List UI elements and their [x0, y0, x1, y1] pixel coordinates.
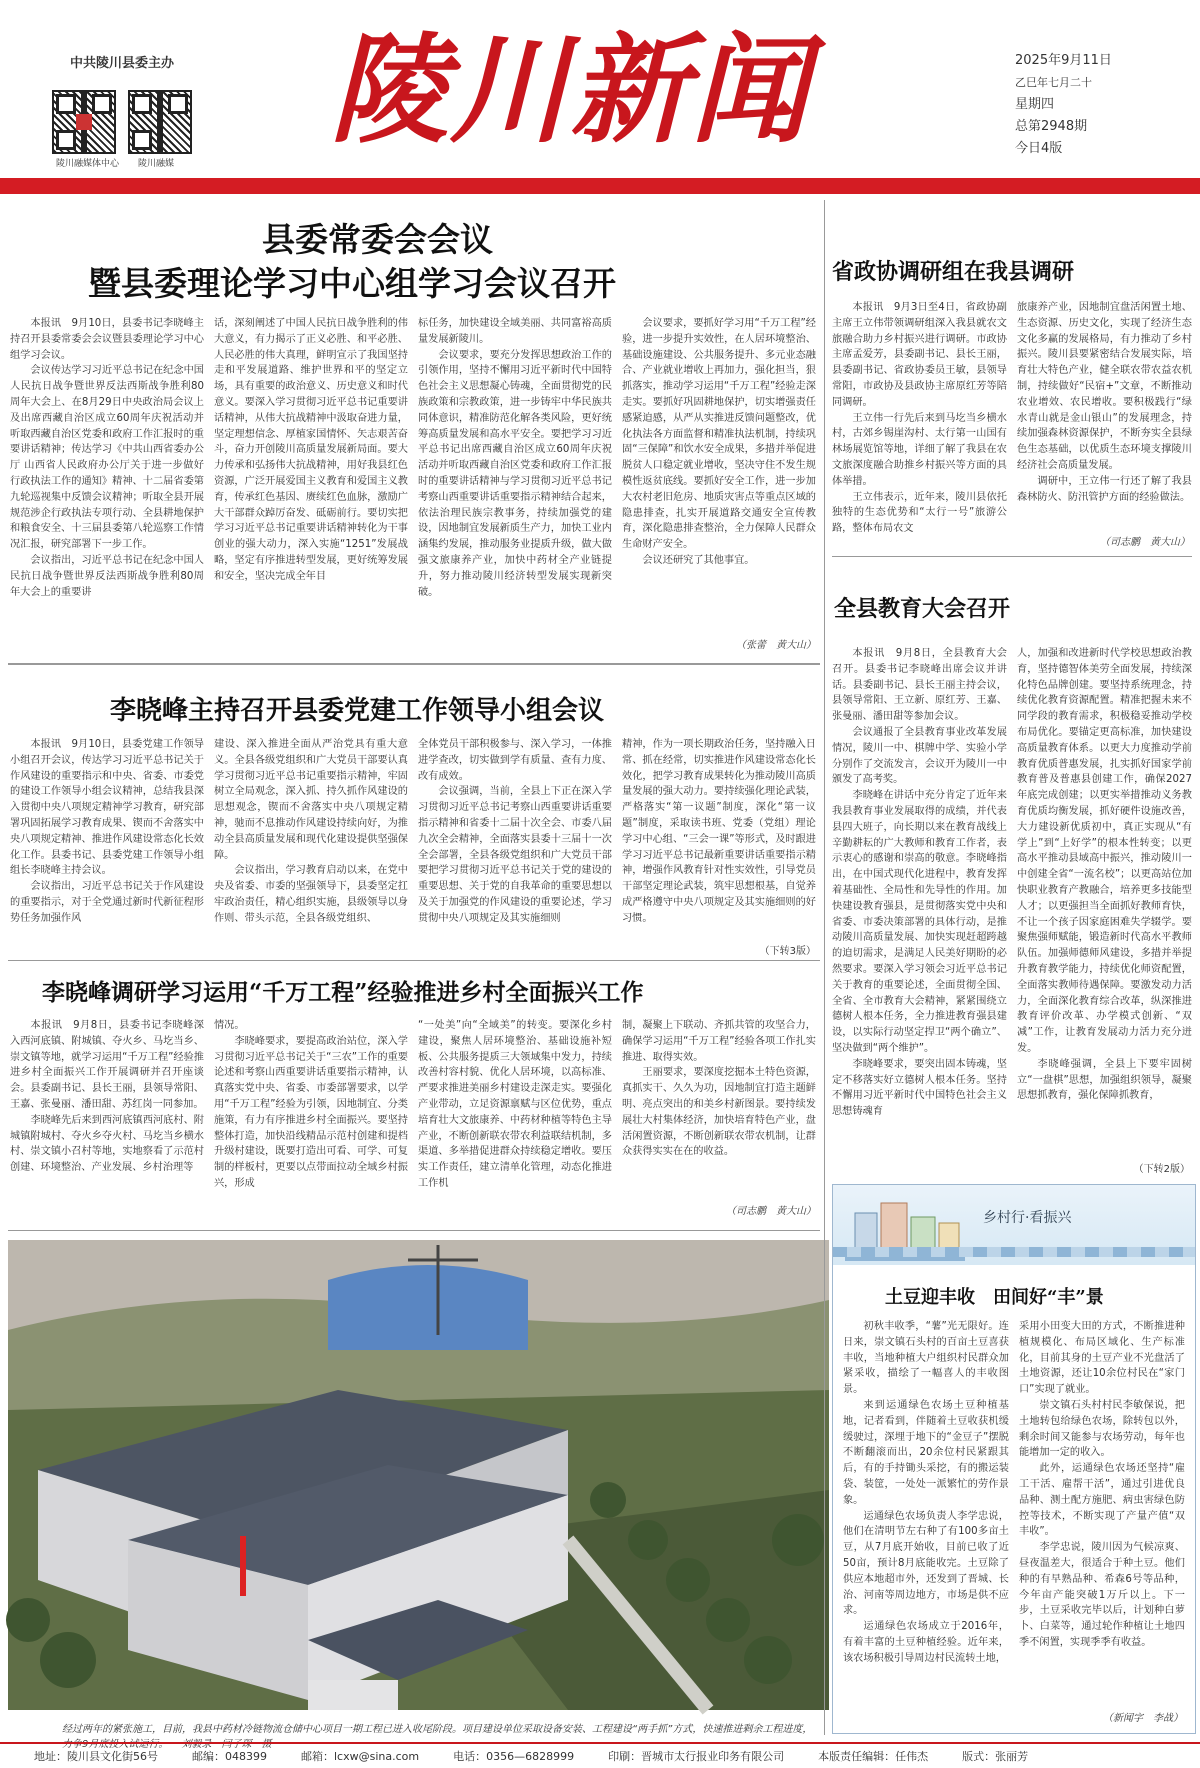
article1-body	[10, 316, 816, 598]
paragraph: 本报讯 9月8日，县委书记李晓峰深入西河底镇、附城镇、夺火乡、马圪当乡、崇文镇等地，就学习运用“千万工程”经验推进乡村全面振兴工作开展调研并召开座谈会。县委副书记、县长王丽，县领导常阳、王嘉、张曼丽、潘田甜、苏红岗一同参加。	[10, 1020, 204, 1110]
side2-title: 全县教育大会召开	[834, 596, 1011, 622]
photo-credit: 刘毅录 闫子琛 摄	[181, 1739, 272, 1750]
column-divider	[824, 200, 825, 1735]
paragraph: 建设、深入推进全面从严治党具有重大意义。全县各级党组织和广大党员干部要认真学习贯彻习近平总书记重要指示精神，牢固树立全局观念，深入抓、持久抓作风建设的思想观念，锲而不舍落实中央八项规定精神，驰而不息推动作风建设持续向好，为推动全县高质量发展和现代化建设提供坚强保障。	[214, 739, 408, 861]
paragraph: 情况。	[214, 1020, 245, 1031]
lunar-date: 乙巳年七月二十	[1015, 76, 1092, 89]
side1-byline: （司志鹏 黄大山）	[1100, 537, 1190, 548]
article2-col3	[418, 737, 612, 937]
paragraph: 王立伟一行先后来到马圪当乡横水村，古郊乡锡崖沟村、太行第一山国有林场展览馆等地，详细了解了我县在农文旅深度融合助推乡村振兴等方面的具体举措。	[832, 412, 1007, 487]
paragraph: 会议指出，习近平总书记在纪念中国人民抗日战争暨世界反法西斯战争胜利80周年大会上的重要讲	[10, 554, 204, 598]
paragraph: 本报讯 9月3日至4日，省政协副主席王立伟带领调研组深入我县就农文旅融合助力乡村振兴进行调研。市政协主席孟爱芳，县委副书记、县长王丽，县委副书记、省政协委员王敏，县领导常阳，市政协及县政协主席原红芳等陪同调研。	[832, 302, 1007, 408]
footer-bar	[0, 1742, 1200, 1768]
paragraph: 初秋丰收季，“薯”光无限好。连日来，崇文镇石头村的百亩土豆喜获丰收，当地种植大户组织村民群众加紧采收，描绘了一幅喜人的丰收图景。	[843, 1321, 1009, 1396]
paragraph: 李学忠说，陵川因为气候凉爽、昼夜温差大，很适合于种土豆。他们种的有早熟品种、希森6号等品种，今年亩产能突破1万斤以上。下一步，土豆采收完毕以后，计划种白萝卜、白菜等，通过轮作种植让土地四季不闲置，实现季季有收益。	[1019, 1542, 1185, 1648]
feature-col1	[843, 1319, 1009, 1703]
divider	[8, 663, 820, 665]
paragraph: 精神，作为一项长期政治任务，坚持融入日常、抓在经常，切实推进作风建设常态化长效化，把学习教育成果转化为推动陵川高质量发展的强大动力。要持续强化理论武装，严格落实“第一议题”制度，深化“第一议题”制度，采取读书班、党委（党组）理论学习中心组、“三会一课”等形式，及时跟进学习习近平总书记最新重要讲话重要指示精神，增强作风教育针对性实效性，引导党员干部坚定理论武装，筑牢思想根基，自觉养成严格遵守中央八项规定及其实施细则的好习惯。	[622, 739, 816, 924]
feature-column-label: 乡村行·看振兴	[983, 1210, 1072, 1226]
paragraph: 本报讯 9月8日，全县教育大会召开。县委书记李晓峰出席会议并讲话。县委副书记、县长王丽主持会议，县领导常阳、王立新、原红芳、王嘉、张曼丽、潘田甜等参加会议。	[832, 648, 1007, 723]
article2-col1	[10, 737, 204, 937]
paragraph: 崇文镇石头村村民李敏保说，把土地转包给绿色农场，除转包以外，剩余时间又能参与农场劳动，每年也能增加一定的收入。	[1019, 1399, 1185, 1459]
paragraph: 旅康养产业，因地制宜盘活闲置土地、生态资源、历史文化，实现了经济生态文化多赢的发展格局，有力推动了乡村振兴。陵川县要紧密结合发展实际，培育壮大特色产业，健全联农带农益农机制，持续做好“民宿+”文章，不断推动农业增效、农民增收。要积极践行“绿水青山就是金山银山”的发展理念，持续加强森林资源保护，不断夯实全县绿色生态基础，以优质生态环境支撑陵川经济社会高质量发展。	[1017, 302, 1192, 471]
footer-printer: 印刷：晋城市太行报业印务有限公司	[608, 1750, 785, 1763]
paragraph: 李晓峰在讲话中充分肯定了近年来我县教育事业发展取得的成绩，并代表县四大班子，向长期以来在教育战线上辛勤耕耘的广大教师和教育工作者，表示衷心的感谢和崇高的敬意。李晓峰指出，在中国式现代化进程中，教育发挥着基础性、全局性和先导性的作用。加快建设教育强县，是贯彻落实党中央和省委、市委决策部署的具体行动，是推动陵川高质量发展、加快实现赶超跨越的迫切需求，是满足人民美好期盼的必然要求。要深入学习领会习近平总书记关于教育的重要论述，全面贯彻全国、全省、全市教育大会精神，紧紧围绕立德树人根本任务，全力推进教育强县建设，以实际行动坚定捍卫“两个确立”、坚决做到“两个维护”。	[832, 790, 1007, 1054]
article1-col1	[10, 316, 204, 598]
page-count: 今日4版	[1015, 141, 1063, 156]
qr-label: 陵川融媒	[138, 159, 175, 169]
issue-date: 2025年9月11日	[1015, 53, 1112, 68]
article3-byline: （司志鹏 黄大山）	[726, 1206, 816, 1217]
article1-title: 县委常委会会议	[262, 220, 493, 259]
paragraph: 采用小田变大田的方式，不断推进种植规模化、布局区域化、生产标准化，目前其身的土豆产业不光盘活了土地资源，还让10余位村民在“家门口”实现了就业。	[1019, 1321, 1185, 1396]
article3-body	[10, 1018, 816, 1196]
footer-address: 地址：陵川县文化街56号	[34, 1750, 158, 1763]
footer-zip: 邮编：048399	[192, 1750, 267, 1763]
paragraph: 李晓峰要求，要提高政治站位，深入学习贯彻习近平总书记关于“三农”工作的重要论述和考察山西重要讲话重要指示精神，认真落实党中央、省委、市委部署要求，以学用“千万工程”经验为引领，因地制宜、分类施策，有力有序推进乡村全面振兴。要坚持整体打造，加快沿线精品示范村创建和提档升级村建设，既要打造出可看、可学、可复制的样板村，更要以点带面拉动全域乡村振兴，形成	[214, 1035, 408, 1189]
qr-code-icon	[52, 90, 116, 154]
footer-phone: 电话：0356—6828999	[453, 1750, 575, 1763]
paragraph: 会议要求，要充分发挥思想政治工作的引领作用，坚持不懈用习近平新时代中国特色社会主义思想凝心铸魂，全面贯彻党的民族政策和宗教政策，进一步铸牢中华民族共同体意识，精准防范化解各类风险，更好统筹高质量发展和高水平安全。要把学习习近平总书记出席西藏自治区成立60周年庆祝活动并听取西藏自治区党委和政府工作汇报时的重要讲话精神与学习贯彻习近平总书记考察山西重要讲话重要指示精神结合起来，依法治理民族宗教事务，持续加强党的建设，因地制宜发展新质生产力，加快工业内涵集约发展，推动服务业提质升级，做大做强文旅康养产业，加快中药材全产业链提升，努力推动陵川经济转型发展实现新突破。	[418, 349, 612, 598]
paragraph: 会议要求，要抓好学习用“千万工程”经验，进一步提升实效性，在人居环境整治、基础设施建设、公共服务提升、多元业态融合、产业就业增收上再加力，强化担当，狠抓落实，推动学习运用“千万工程”经验走深走实。要抓好巩固耕地保护，切实增强责任感紧迫感，从严从实推进反馈问题整改，优化执法各方面监督和精准执法机制，持续巩固“三保障”和饮水安全成果，多措并举促进脱贫人口稳定就业增收，坚决守住不发生规模性返贫底线。要抓好安全工作，进一步加大农村老旧危房、地质灾害点等重点区域的隐患排查，扎实开展道路交通安全宣传教育，深化隐患排查整治，全力保障人民群众生命财产安全。	[622, 318, 816, 551]
article1-byline: （张蕾 黄大山）	[736, 640, 816, 651]
paragraph: 李晓峰先后来到西河底镇西河底村、附城镇附城村、夺火乡夺火村、马圪当乡横水村、崇文镇小召村等地，实地察看了示范村创建、环境整治、产业发展、乡村治理等	[10, 1114, 204, 1174]
footer-designer: 版式：张丽芳	[962, 1750, 1029, 1763]
article2-body	[10, 737, 816, 937]
side1-col1	[832, 300, 1007, 535]
aerial-building-illustration	[8, 1240, 829, 1710]
paragraph: 本报讯 9月10日，县委书记李晓峰主持召开县委常委会会议暨县委理论学习中心组学习会议。	[10, 318, 204, 361]
feature-byline: （新闻字 李战）	[1103, 1713, 1183, 1724]
article3-col3	[418, 1018, 612, 1196]
paragraph: 会议还研究了其他事宜。	[642, 554, 755, 566]
divider	[8, 1230, 820, 1231]
paragraph: 调研中，王立伟一行还了解了我县森林防火、防汛管护方面的经验做法。	[1017, 475, 1192, 503]
feature-banner	[833, 1185, 1195, 1265]
feature-box	[832, 1184, 1196, 1734]
article2-col2	[214, 737, 408, 937]
article1-col3	[418, 316, 612, 598]
banner-stripe	[833, 1247, 1195, 1257]
paragraph: 王立伟表示，近年来，陵川县依托独特的生态优势和“太行一号”旅游公路，整体布局农文	[832, 491, 1007, 535]
paragraph: 李晓峰要求，要突出固本铸魂，坚定不移落实好立德树人根本任务。坚持不懈用习近平新时代中国特色社会主义思想铸魂育	[832, 1058, 1007, 1118]
side1-body	[832, 300, 1192, 535]
article3-col1	[10, 1018, 204, 1196]
paragraph: 王丽要求，要深度挖掘本土特色资源，真抓实干、久久为功，因地制宜打造主题鲜明、亮点突出的和美乡村新图景。要持续发展壮大村集体经济，加快培育特色产业，盘活闲置资源，不断创新联农带农机制，让群众获得实实在在的收益。	[622, 1067, 816, 1158]
continued-label: （下转3版）	[759, 946, 816, 957]
warehouse-photo	[8, 1240, 829, 1710]
article2-title: 李晓峰主持召开县委党建工作领导小组会议	[110, 696, 605, 726]
paragraph: 制，凝聚上下联动、齐抓共管的攻坚合力，确保学习运用“千万工程”经验各项工作扎实推进、取得实效。	[622, 1020, 816, 1063]
footer-editor: 本版责任编辑：任伟杰	[818, 1750, 929, 1763]
article1-col2	[214, 316, 408, 582]
paragraph: 会议指出，习近平总书记关于作风建设的重要指示，对于全党通过新时代新征程形势任务加强作风	[10, 881, 204, 924]
masthead-title: 陵川新闻	[330, 20, 811, 159]
paragraph: 会议指出，学习教育启动以来，在党中央及省委、市委的坚强领导下，县委坚定扛牢政治责任，精心组织实施，县级领导以身作则、带头示范，全县各级党组织、	[214, 865, 408, 924]
article1-col4	[622, 316, 816, 578]
side1-title: 省政协调研组在我县调研	[832, 259, 1075, 285]
continued-label: （下转2版）	[1133, 1164, 1190, 1175]
organizer-label: 中共陵川县委主办	[70, 56, 175, 71]
article3-col2	[214, 1018, 408, 1196]
paragraph: 会议传达学习习近平总书记在纪念中国人民抗日战争暨世界反法西斯战争胜利80周年大会上、在8月29日中央政治局会议上及出席西藏自治区成立60周年庆祝活动并听取西藏自治区党委和政府工作汇报时的重要讲话精神；传达学习《中共山西省委办公厅 山西省人民政府办公厅关于进一步做好行政执法工作的通知》精神、十二届省委第九轮巡视集中反馈会议精神；听取全县开展规范涉企行政执法专项行动、全县耕地保护和粮食安全、十三届县委第八轮巡察工作情况汇报，研究部署下一步工作。	[10, 365, 204, 551]
issue-info	[1015, 50, 1112, 160]
caption-text: 经过两年的紧张施工，目前，我县中药材冷链物流仓储中心项目一期工程已进入收尾阶段。项目建设单位采取设备安装、工程建设“两手抓”方式，快速推进剩余工程进度，力争9月底投入试运行。	[62, 1724, 813, 1750]
qr-code-icon	[128, 90, 192, 154]
feature-col2	[1019, 1319, 1185, 1703]
feature-title: 土豆迎丰收 田间好“丰”景	[885, 1287, 1104, 1308]
footer-email: 邮箱：lcxw@sina.com	[301, 1750, 420, 1763]
paragraph: 来到运通绿色农场土豆种植基地，记者看到，伴随着土豆收获机缓缓驶过，深埋于地下的“金豆子”摆脱不断翻滚而出，20余位村民紧跟其后，有的手持锄头采挖，有的搬运装袋、装筐，一处处一派繁忙的劳作景象。	[843, 1399, 1009, 1506]
paragraph: 本报讯 9月10日，县委党建工作领导小组召开会议，传达学习习近平总书记关于作风建设的重要指示和中央、省委、市委党的建设工作领导小组会议精神，总结我县深入贯彻中央八项规定精神学习教育，研究部署巩固拓展学习教育成果、锲而不舍落实中央八项规定精神、推进作风建设常态化长效化工作。县委书记、县委党建工作领导小组组长李晓峰主持会议。	[10, 739, 204, 877]
divider	[8, 960, 820, 961]
article2-col4	[622, 737, 816, 937]
paragraph: 会议强调，当前，全县上下正在深入学习贯彻习近平总书记考察山西重要讲话重要指示精神和省委十二届十次全会、市委八届九次全会精神，全面落实县委十三届十一次全会部署，全县各级党组织和广大党员干部要把学习贯彻习近平总书记关于党的建设的重要思想、关于党的自我革命的重要思想以及关于加强党的作风建设的重要论述，学习贯彻中央八项规定及其实施细则	[418, 786, 612, 924]
article3-col4	[622, 1018, 816, 1196]
article1-subtitle: 暨县委理论学习中心组学习会议召开	[88, 264, 616, 303]
issue-number: 总第2948期	[1015, 119, 1088, 134]
side2-col1	[832, 646, 1007, 1156]
masthead-red-bar	[0, 178, 1200, 194]
paragraph: 李晓峰强调，全县上下要牢固树立“一盘棋”思想，加强组织领导，凝聚思想抓教育，强化保障抓教育，	[1017, 1058, 1192, 1102]
article3-title: 李晓峰调研学习运用“千万工程”经验推进乡村全面振兴工作	[42, 979, 644, 1006]
paragraph: 运通绿色农场成立于2016年，有着丰富的土豆种植经验。近年来，该农场积极引导周边村民流转土地，	[843, 1621, 1009, 1664]
side2-col2	[1017, 646, 1192, 1156]
qr-label: 陵川融媒体中心	[56, 159, 120, 169]
side2-body	[832, 646, 1192, 1156]
paragraph: 全体党员干部积极参与、深入学习，一体推进学查改，切实做到学有质量、查有力度、改有成效。	[418, 739, 612, 782]
divider	[832, 556, 1192, 557]
paragraph: 此外，运通绿色农场还坚持“雇工干活、雇帮干活”，通过引进优良品种、测土配方施肥、病虫害绿色防控等技术，不断实现了产量产值“双丰收”。	[1019, 1463, 1185, 1538]
paragraph: “一处美”向“全域美”的转变。要深化乡村建设，聚焦人居环境整治、基础设施补短板、公共服务提质三大领域集中发力，持续改善村容村貌、优化人居环境，以高标准、严要求推进美丽乡村建设走深走实。要强化产业带动，立足资源禀赋与区位优势，重点培育壮大文旅康养、中药材种植等特色主导产业，不断创新联农带农利益联结机制，多渠道、多举措促进群众持续稳定增收。要压实工作责任，建立清单化管理，动态化推进工作机	[418, 1020, 612, 1189]
paragraph: 运通绿色农场负责人李学忠说，他们在清明节左右种了有100多亩土豆，从7月底开始收，目前已收了近50亩，预计8月底能收完。土豆除了供应本地超市外，还发到了晋城、长治、河南等周边地方，市场是供不应求。	[843, 1510, 1009, 1617]
paragraph: 话，深刻阐述了中国人民抗日战争胜利的伟大意义，有力揭示了正义必胜、和平必胜、人民必胜的伟大真理，鲜明宣示了我国坚持走和平发展道路、维护世界和平的坚定立场，具有重要的政治意义、历史意义和时代意义。要深入学习贯彻习近平总书记重要讲话精神，从伟大抗战精神中汲取奋进力量，坚定理想信念、厚植家国情怀、矢志艰苦奋斗，奋力开创陵川高质量发展新局面。要大力传承和弘扬伟大抗战精神，用好我县红色资源，广泛开展爱国主义教育和爱国主义教育，传承红色基因、赓续红色血脉，激励广大干部群众踔厉奋发、砥砺前行。要切实把学习习近平总书记重要讲话精神转化为干事创业的强大动力，深入实施“1251”发展战略，坚定有序推进转型发展，更好统筹发展和安全，坚决完成全年目	[214, 318, 408, 582]
paragraph: 标任务，加快建设全域美丽、共同富裕高质量发展新陵川。	[418, 318, 612, 345]
paragraph: 人，加强和改进新时代学校思想政治教育，坚持德智体美劳全面发展，持续深化特色品牌创建。要坚持系统理念，持续优化教育资源配置。精准把握未来不同学段的教育需求，积极稳妥推动学校布局优化。要锚定更高标准，加快建设高质量教育体系。以更大力度推动学前教育优质普惠发展，扎实抓好国家学前教育普及普惠县创建工作，确保2027年底完成创建；以更实举措推动义务教育优质均衡发展，抓好硬件设施改善，大力建设新优质初中，真正实现从“有学上”到“上好学”的根本性转变；以更高水平推动县域高中振兴，推动陵川一中创建全省“一流名校”；以更高站位加快职业教育产教融合，培养更多技能型人才；以更强担当全面抓好教师育快，不让一个孩子因家庭困难失学辍学。要聚焦强师赋能，锻造新时代高水平教师队伍。加强师德师风建设，多措并举提升教育教学能力，持续优化师资配置，全面落实教师待遇保障。要激发动力活力，全面深化教育综合改革，纵深推进教育评价改革、办学模式创新、“双减”工作，让教育发展动力活力充分迸发。	[1017, 648, 1192, 1054]
weekday: 星期四	[1015, 97, 1055, 112]
feature-body	[843, 1319, 1185, 1703]
paragraph: 会议通报了全县教育事业改革发展情况，陵川一中、棋牌中学、实验小学分别作了交流发言，会议开为陵川一中颁发了高考奖。	[832, 726, 1007, 786]
side1-col2	[1017, 300, 1192, 530]
